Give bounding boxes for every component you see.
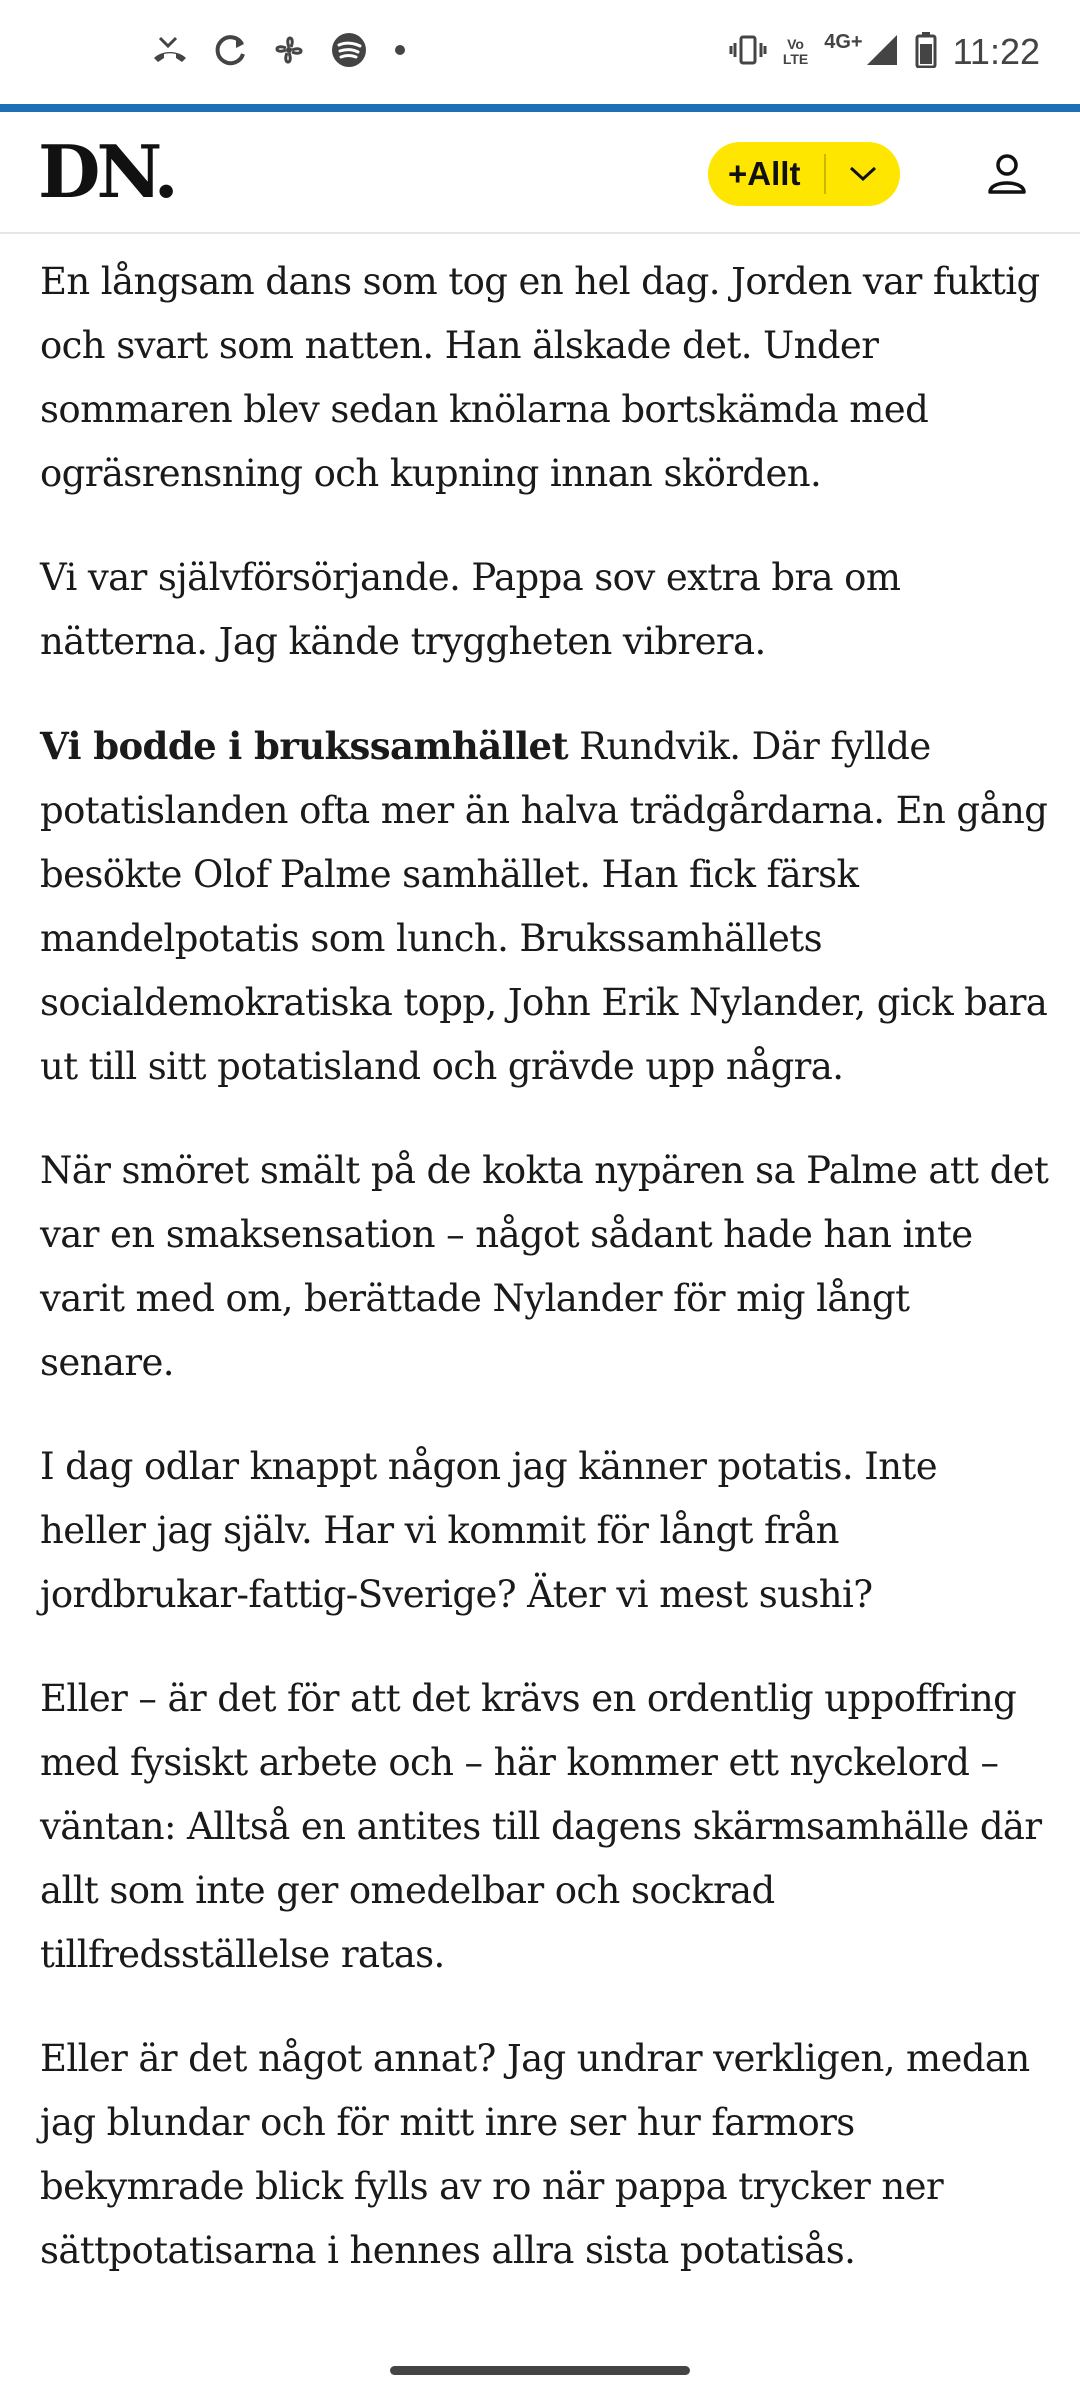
article-paragraph: I dag odlar knappt någon jag känner potatis. Inte heller jag själv. Har vi kommit för långt från jordbrukar-fattig-Sverige? Äter vi mest sushi?	[40, 1445, 937, 1616]
dot-icon	[390, 40, 410, 65]
allt-menu-button[interactable]	[708, 142, 900, 206]
home-indicator[interactable]	[390, 2366, 690, 2375]
allt-label[interactable]: +Allt	[728, 155, 801, 192]
network-type: 4G+	[824, 30, 863, 53]
user-icon[interactable]	[982, 150, 1032, 200]
vo-lte-icon: Vo LTE	[782, 36, 809, 67]
article-paragraph: När smöret smält på de kokta nypären sa Palme att det var en smaksensation – något sådant hade han inte varit med om, berättade Nylander för mig långt senare.	[40, 1149, 1049, 1384]
article-paragraph: En långsam dans som tog en hel dag. Jorden var fuktig och svart som natten. Han älskade det. Under sommaren blev sedan knölarna bortskämda med ogräsrensning och kupning innan skörden.	[40, 260, 1040, 495]
article-body	[40, 250, 1050, 2323]
fan-icon	[270, 31, 308, 74]
spotify-icon	[330, 31, 368, 74]
article-paragraph: Vi var självförsörjande. Pappa sov extra bra om nätterna. Jag kände tryggheten vibrera.	[40, 556, 901, 663]
article-paragraph	[40, 714, 1050, 1099]
missed-call-icon	[150, 32, 190, 73]
notification-icons	[150, 30, 410, 74]
article-paragraph: Eller – är det för att det krävs en ordentlig uppoffring med fysiskt arbete och – här kommer ett nyckelord – väntan: Alltså en antites till dagens skärmsamhälle där allt som inte ger omedelbar och sockrad tillfredsställelse ratas.	[40, 1677, 1042, 1976]
status-bar	[0, 0, 1080, 104]
battery-icon	[915, 32, 937, 73]
vibrate-icon	[729, 33, 767, 72]
chevron-down-icon[interactable]	[826, 142, 900, 206]
clock: 11:22	[952, 31, 1040, 72]
signal-icon	[865, 33, 899, 72]
system-icons	[729, 28, 1040, 76]
accent-line	[0, 104, 1080, 112]
paragraph-text: Rundvik. Där fyllde potatislanden ofta mer än halva trädgårdarna. En gång besökte Olof Palme samhället. Han fick färsk mandelpotatis som lunch. Brukssamhällets socialdemokratiska topp, John Erik Nylander, gick bara ut till sitt potatisland och grävde upp några.	[40, 725, 1048, 1088]
paragraph-lead: Vi bodde i brukssamhället	[40, 724, 568, 768]
dn-logo[interactable]: DN.	[38, 129, 175, 214]
sync-icon	[212, 32, 248, 73]
article-paragraph: Eller är det något annat? Jag undrar verkligen, medan jag blundar och för mitt inre ser hur farmors bekymrade blick fylls av ro när pappa trycker ner sättpotatisarna i hennes allra sista potatisås.	[40, 2037, 1030, 2272]
site-header	[0, 112, 1080, 234]
